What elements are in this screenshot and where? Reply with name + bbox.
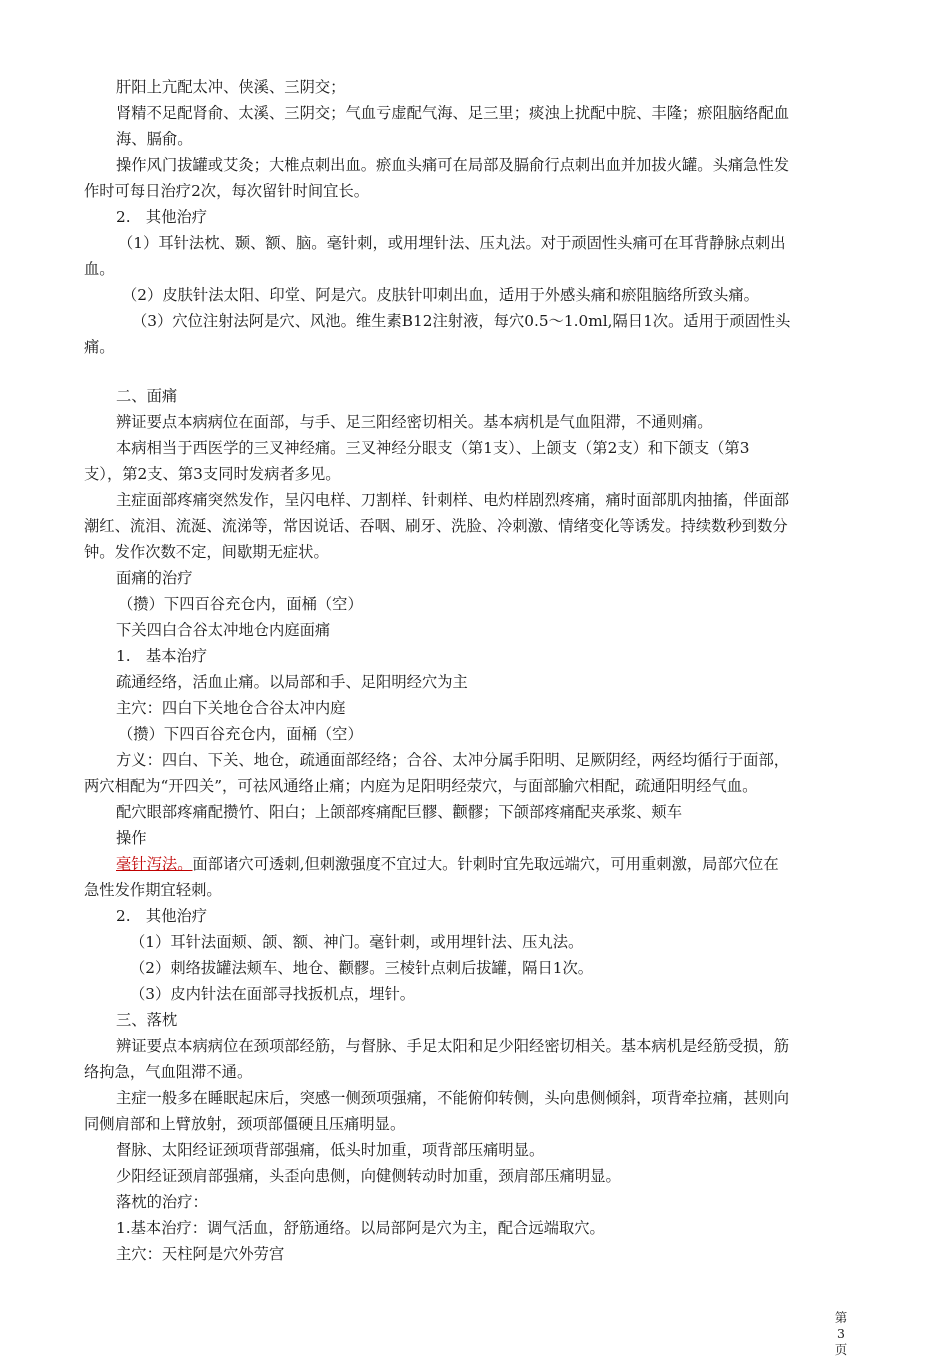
text-line: 少阳经证颈肩部强痛，头歪向患侧，向健侧转动时加重，颈肩部压痛明显。	[116, 1167, 621, 1185]
text-line: 下关四白合谷太冲地仓内庭面痛	[116, 621, 331, 639]
page-number-suffix: 页	[834, 1342, 848, 1357]
text-line: 主症一般多在睡眠起床后，突感一侧颈项强痛，不能俯仰转侧，头向患侧倾斜，项背牵拉痛，甚则向	[116, 1089, 790, 1107]
section-heading: 2. 其他治疗	[116, 208, 208, 226]
text-line: （1）耳针法面颊、颌、额、神门。毫针刺，或用埋针法、压丸法。	[130, 933, 584, 951]
page-number-prefix: 第3	[834, 1310, 848, 1341]
text-line: 操作	[116, 829, 147, 847]
text-line: 络拘急，气血阻滞不通。	[84, 1063, 253, 1081]
text-line: （2）皮肤针法太阳、印堂、阿是穴。皮肤针叩刺出血，适用于外感头痛和瘀阻脑络所致头痛。	[122, 286, 759, 304]
text-line: 肾精不足配肾俞、太溪、三阴交；气血亏虚配气海、足三里；痰浊上扰配中脘、丰隆；瘀阻脑络配血	[116, 104, 790, 122]
text-line: 辨证要点本病病位在颈项部经筋，与督脉、手足太阳和足少阳经密切相关。基本病机是经筋受损，筋	[116, 1037, 790, 1055]
text-line: 落枕的治疗：	[116, 1193, 208, 1211]
text-line: 同侧肩部和上臂放射，颈项部僵硬且压痛明显。	[84, 1115, 406, 1133]
section-heading: 1. 基本治疗	[116, 647, 208, 665]
text-line: 1.基本治疗：调气活血，舒筋通络。以局部阿是穴为主，配合远端取穴。	[116, 1219, 605, 1237]
section-heading: 三、落枕	[116, 1011, 178, 1029]
text-line: （3）皮内针法在面部寻找扳机点，埋针。	[130, 985, 416, 1003]
text-line: 本病相当于西医学的三叉神经痛。三叉神经分眼支（第1支）、上颌支（第2支）和下颌支（第3	[116, 439, 750, 457]
section-heading: 2. 其他治疗	[116, 907, 208, 925]
text-line: 督脉、太阳经证颈项背部强痛，低头时加重，项背部压痛明显。	[116, 1141, 545, 1159]
text-line: 肝阳上亢配太冲、侠溪、三阴交；	[116, 78, 346, 96]
text-line: 疏通经络，活血止痛。以局部和手、足阳明经穴为主	[116, 673, 468, 691]
text-line: 操作风门拔罐或艾灸；大椎点刺出血。瘀血头痛可在局部及膈俞行点刺出血并加拔火罐。头痛急性发	[116, 156, 790, 174]
text-line: 主症面部疼痛突然发作，呈闪电样、刀割样、针刺样、电灼样剧烈疼痛，痛时面部肌肉抽搐，伴面部	[116, 491, 790, 509]
page-number	[833, 1310, 849, 1358]
text-line: 配穴眼部疼痛配攒竹、阳白；上颌部疼痛配巨髎、颧髎；下颌部疼痛配夹承浆、颊车	[116, 803, 682, 821]
text-line: 方义：四白、下关、地仓，疏通面部经络；合谷、太冲分属手阳明、足厥阴经，两经均循行于面部，	[116, 751, 790, 769]
text-line: 潮红、流泪、流涎、流涕等，常因说话、吞咽、刷牙、洗脸、冷刺激、情绪变化等诱发。持续数秒到数分	[84, 517, 788, 535]
text-line: 支），第2支、第3支同时发病者多见。	[84, 465, 341, 483]
text-line: 主穴：四白下关地仓合谷太冲内庭	[116, 699, 346, 717]
text-line: （攒）下四百谷充仓内，面桶（空）	[118, 725, 363, 743]
text-line: 面痛的治疗	[116, 569, 193, 587]
emphasis-text: 毫针泻法。	[116, 855, 193, 873]
text-span: 面部诸穴可透刺,但刺激强度不宜过大。针刺时宜先取远端穴，可用重刺激，局部穴位在	[192, 855, 779, 873]
text-line: 两穴相配为“开四关”，可祛风通络止痛；内庭为足阳明经荥穴，与面部腧穴相配，疏通阳明经气血。	[84, 777, 758, 795]
text-line	[116, 854, 779, 874]
text-line: （3）穴位注射法阿是穴、风池。维生素B12注射液，每穴0.5～1.0ml,隔日1次。适用于顽固性头	[132, 312, 791, 330]
text-line: 血。	[84, 260, 115, 278]
text-line: 钟。发作次数不定，间歇期无症状。	[84, 543, 329, 561]
text-line: 急性发作期宜轻刺。	[84, 881, 222, 899]
text-line: （2）刺络拔罐法颊车、地仓、颧髎。三棱针点刺后拔罐，隔日1次。	[130, 959, 594, 977]
text-line: （1）耳针法枕、颞、额、脑。毫针刺，或用埋针法、压丸法。对于顽固性头痛可在耳背静脉点刺出	[118, 234, 786, 252]
text-line: 辨证要点本病病位在面部，与手、足三阳经密切相关。基本病机是气血阻滞，不通则痛。	[116, 413, 713, 431]
text-line: 痛。	[84, 338, 115, 356]
text-line: （攒）下四百谷充仓内，面桶（空）	[118, 595, 363, 613]
section-heading: 二、面痛	[116, 387, 178, 405]
text-line: 作时可每日治疗2次，每次留针时间宜长。	[84, 182, 370, 200]
text-line: 海、膈俞。	[116, 130, 193, 148]
text-line: 主穴：天柱阿是穴外劳宫	[116, 1245, 285, 1263]
